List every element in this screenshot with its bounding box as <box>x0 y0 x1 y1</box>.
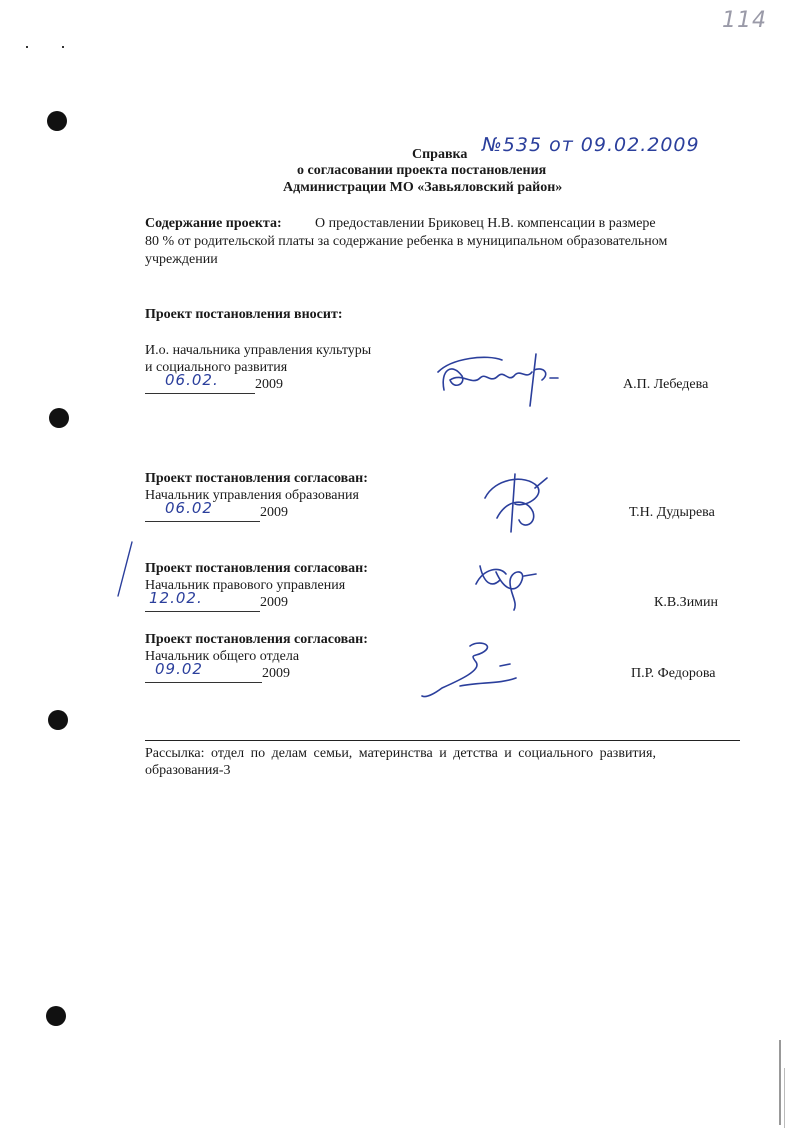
margin-pen-mark <box>110 540 140 600</box>
introduced-position-1: И.о. начальника управления культуры <box>145 343 372 358</box>
punch-hole <box>49 408 69 428</box>
date-underline <box>145 499 260 522</box>
introduced-position-2: и социального развития <box>145 360 288 375</box>
handwritten-date: 06.02. <box>165 371 219 389</box>
date-underline <box>145 660 262 683</box>
date-year: 2009 <box>260 595 288 610</box>
punch-hole <box>47 111 67 131</box>
date-year: 2009 <box>262 666 290 681</box>
signature-dudyreva <box>475 468 555 538</box>
scan-edge-artifact <box>779 1040 781 1125</box>
introduced-date <box>145 371 283 394</box>
approval-position: Начальник правового управления <box>145 578 346 593</box>
handwritten-date: 12.02. <box>149 589 203 607</box>
approval-position: Начальник управления образования <box>145 488 359 503</box>
approval-date <box>145 499 288 522</box>
approval-name: П.Р. Федорова <box>631 666 716 681</box>
signature-fedorova <box>420 636 530 706</box>
signature-lebedeva <box>432 350 582 410</box>
title-line-3: Администрации МО «Завьяловский район» <box>283 180 563 195</box>
content-line-3: учреждении <box>145 252 218 267</box>
approval-date <box>145 660 290 683</box>
approval-position: Начальник общего отдела <box>145 649 300 664</box>
punch-hole <box>48 710 68 730</box>
approval-name: К.В.Зимин <box>654 595 719 610</box>
punch-hole <box>46 1006 66 1026</box>
date-underline <box>145 371 255 394</box>
handwritten-date: 09.02 <box>155 660 203 678</box>
content-line-2: 80 % от родительской платы за содержание ребенка в муниципальном образовательном <box>145 234 668 249</box>
date-year: 2009 <box>260 505 288 520</box>
approval-heading: Проект постановления согласован: <box>145 632 368 647</box>
date-underline <box>145 589 260 612</box>
handwritten-reference: №535 от 09.02.2009 <box>482 134 700 156</box>
document-title: Справка <box>412 147 468 162</box>
title-line-2: о согласовании проекта постановления <box>297 163 547 178</box>
scan-mark <box>26 46 28 48</box>
scan-mark <box>62 46 64 48</box>
date-year: 2009 <box>255 377 283 392</box>
introduced-name: А.П. Лебедева <box>623 377 709 392</box>
distribution-line-2: образования-3 <box>145 763 231 778</box>
approval-name: Т.Н. Дудырева <box>629 505 715 520</box>
handwritten-date: 06.02 <box>165 499 213 517</box>
approval-date <box>145 589 288 612</box>
introduced-heading: Проект постановления вносит: <box>145 307 343 322</box>
scan-edge-artifact <box>784 1068 785 1128</box>
signature-zimin <box>470 558 540 613</box>
approval-heading: Проект постановления согласован: <box>145 471 368 486</box>
content-label: Содержание проекта: <box>145 216 282 231</box>
separator-line <box>145 740 740 741</box>
distribution-line-1: Рассылка: отдел по делам семьи, материнства и детства и социального развития, <box>145 746 656 761</box>
page-number-handwritten: 114 <box>722 8 767 33</box>
approval-heading: Проект постановления согласован: <box>145 561 368 576</box>
content-line-1: О предоставлении Бриковец Н.В. компенсации в размере <box>315 216 656 231</box>
